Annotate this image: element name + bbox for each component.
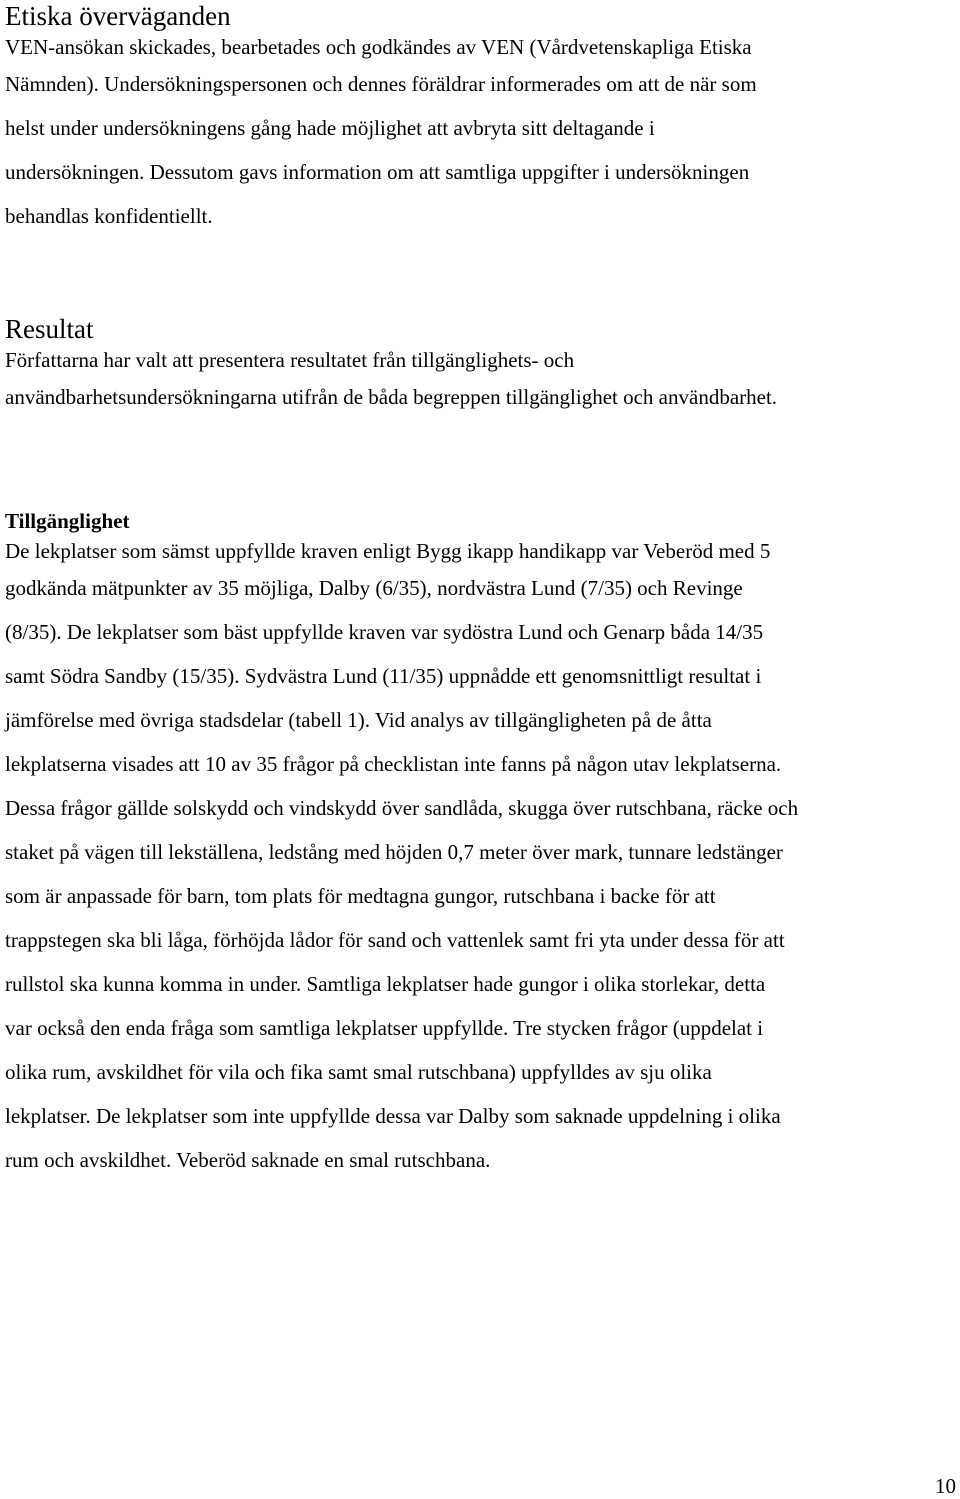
text-line: rum och avskildhet. Veberöd saknade en smal rutschbana.: [5, 1148, 491, 1172]
text-line: olika rum, avskildhet för vila och fika samt smal rutschbana) uppfylldes av sju olika: [5, 1060, 712, 1084]
section-etiska-overvaganden: [5, 0, 757, 238]
text-line: behandlas konfidentiellt.: [5, 204, 213, 228]
text-line: var också den enda fråga som samtliga lekplatser uppfyllde. Tre stycken frågor (uppdelat i: [5, 1016, 764, 1040]
text-line: jämförelse med övriga stadsdelar (tabell 1). Vid analys av tillgängligheten på de åtta: [5, 708, 712, 732]
text-line: Författarna har valt att presentera resultatet från tillgänglighets- och: [5, 348, 575, 372]
text-line: samt Södra Sandby (15/35). Sydvästra Lund (11/35) uppnådde ett genomsnittligt resultat i: [5, 664, 762, 688]
text-line: användbarhetsundersökningarna utifrån de båda begreppen tillgänglighet och användbarhet.: [5, 385, 778, 409]
text-line: rullstol ska kunna komma in under. Samtliga lekplatser hade gungor i olika storlekar, detta: [5, 972, 766, 996]
section-body: [5, 536, 798, 1182]
section-heading-etiska: Etiska överväganden: [5, 1, 231, 31]
text-line: (8/35). De lekplatser som bäst uppfyllde kraven var sydöstra Lund och Genarp båda 14/35: [5, 620, 764, 644]
section-heading-resultat: Resultat: [5, 314, 94, 344]
text-line: Nämnden). Undersökningspersonen och dennes föräldrar informerades om att de när som: [5, 72, 757, 96]
section-body: [5, 345, 777, 419]
text-line: staket på vägen till lekställena, ledstång med höjden 0,7 meter över mark, tunnare ledstänger: [5, 840, 783, 864]
text-line: VEN-ansökan skickades, bearbetades och godkändes av VEN (Vårdvetenskapliga Etiska: [5, 35, 752, 59]
section-body: [5, 32, 757, 238]
text-line: godkända mätpunkter av 35 möjliga, Dalby (6/35), nordvästra Lund (7/35) och Revinge: [5, 576, 743, 600]
page-number: 10: [935, 1474, 956, 1498]
text-line: Dessa frågor gällde solskydd och vindskydd över sandlåda, skugga över rutschbana, räcke och: [5, 796, 799, 820]
section-resultat: [5, 313, 777, 419]
text-line: lekplatserna visades att 10 av 35 frågor på checklistan inte fanns på någon utav lekplatserna.: [5, 752, 782, 776]
text-line: De lekplatser som sämst uppfyllde kraven enligt Bygg ikapp handikapp var Veberöd med 5: [5, 539, 771, 563]
text-line: trappstegen ska bli låga, förhöjda lådor för sand och vattenlek samt fri yta under dessa för att: [5, 928, 785, 952]
text-line: undersökningen. Dessutom gavs information om att samtliga uppgifter i undersökningen: [5, 160, 750, 184]
section-heading-tillganglighet: Tillgänglighet: [5, 509, 130, 533]
text-line: som är anpassade för barn, tom plats för medtagna gungor, rutschbana i backe för att: [5, 884, 716, 908]
text-line: helst under undersökningens gång hade möjlighet att avbryta sitt deltagande i: [5, 116, 655, 140]
section-tillganglighet: [5, 506, 798, 1182]
text-line: lekplatser. De lekplatser som inte uppfyllde dessa var Dalby som saknade uppdelning i olika: [5, 1104, 781, 1128]
